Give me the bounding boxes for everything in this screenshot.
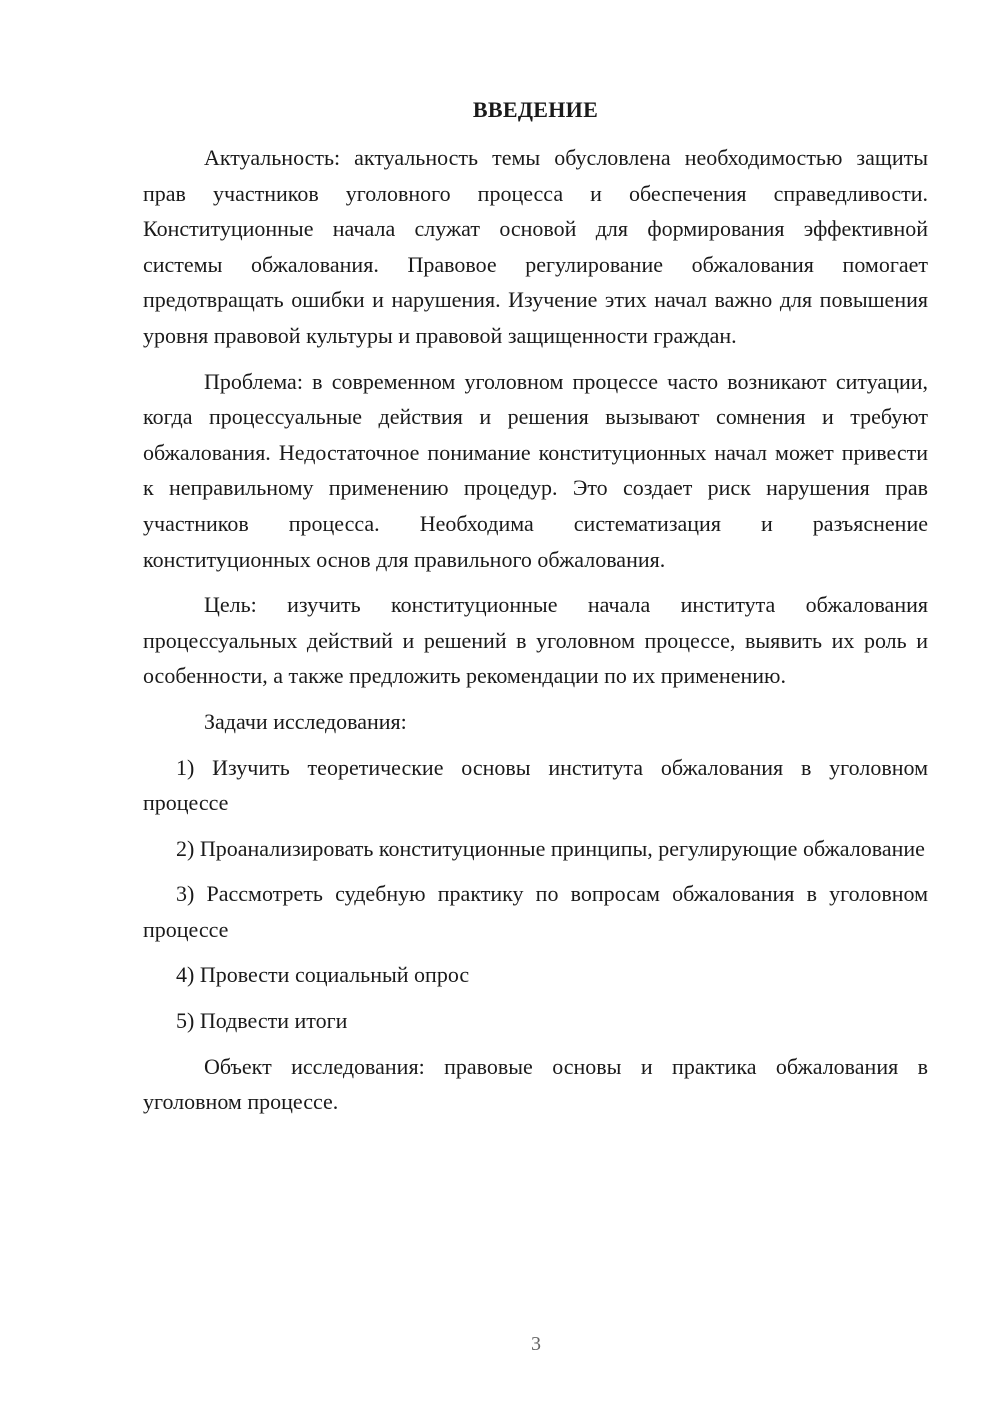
task-item-3: 3) Рассмотреть судебную практику по вопросам обжалования в уголовном процессе [143,881,928,942]
page-number: 3 [531,1333,541,1355]
task-item-2: 2) Проанализировать конституционные принципы, регулирующие обжалование [176,835,925,861]
section-title: ВВЕДЕНИЕ [472,97,599,122]
paragraph-problem: Проблема: в современном уголовном процессе часто возникают ситуации, когда процессуальные действия и решения вызывают сомнения и требуют обжалования. Недостаточное понимание конституционных начал может привести к неправильному применению процедур. Это создает риск нарушения прав участников процесса. Необходима систематизация и разъяснение конституционных основ для правильного обжалования. [143,368,928,572]
paragraph-relevance: Актуальность: актуальность темы обусловлена необходимостью защиты прав участников уголовного процесса и обеспечения справедливости. Конституционные начала служат основой для формирования эффективной системы обжалования. Правовое регулирование обжалования помогает предотвращать ошибки и нарушения. Изучение этих начал важно для повышения уровня правовой культуры и правовой защищенности граждан. [143,145,928,348]
task-item-5: 5) Подвести итоги [176,1008,348,1034]
task-item-4: 4) Провести социальный опрос [176,962,470,988]
paragraph-object: Объект исследования: правовые основы и практика обжалования в уголовном процессе. [143,1053,928,1115]
document-page [143,92,928,1120]
task-item-1: 1) Изучить теоретические основы института обжалования в уголовном процессе [143,754,928,816]
tasks-heading: Задачи исследования: [204,708,407,734]
paragraph-goal: Цель: изучить конституционные начала института обжалования процессуальных действий и решений в уголовном процессе, выявить их роль и особенности, а также предложить рекомендации по их применению. [143,592,928,689]
